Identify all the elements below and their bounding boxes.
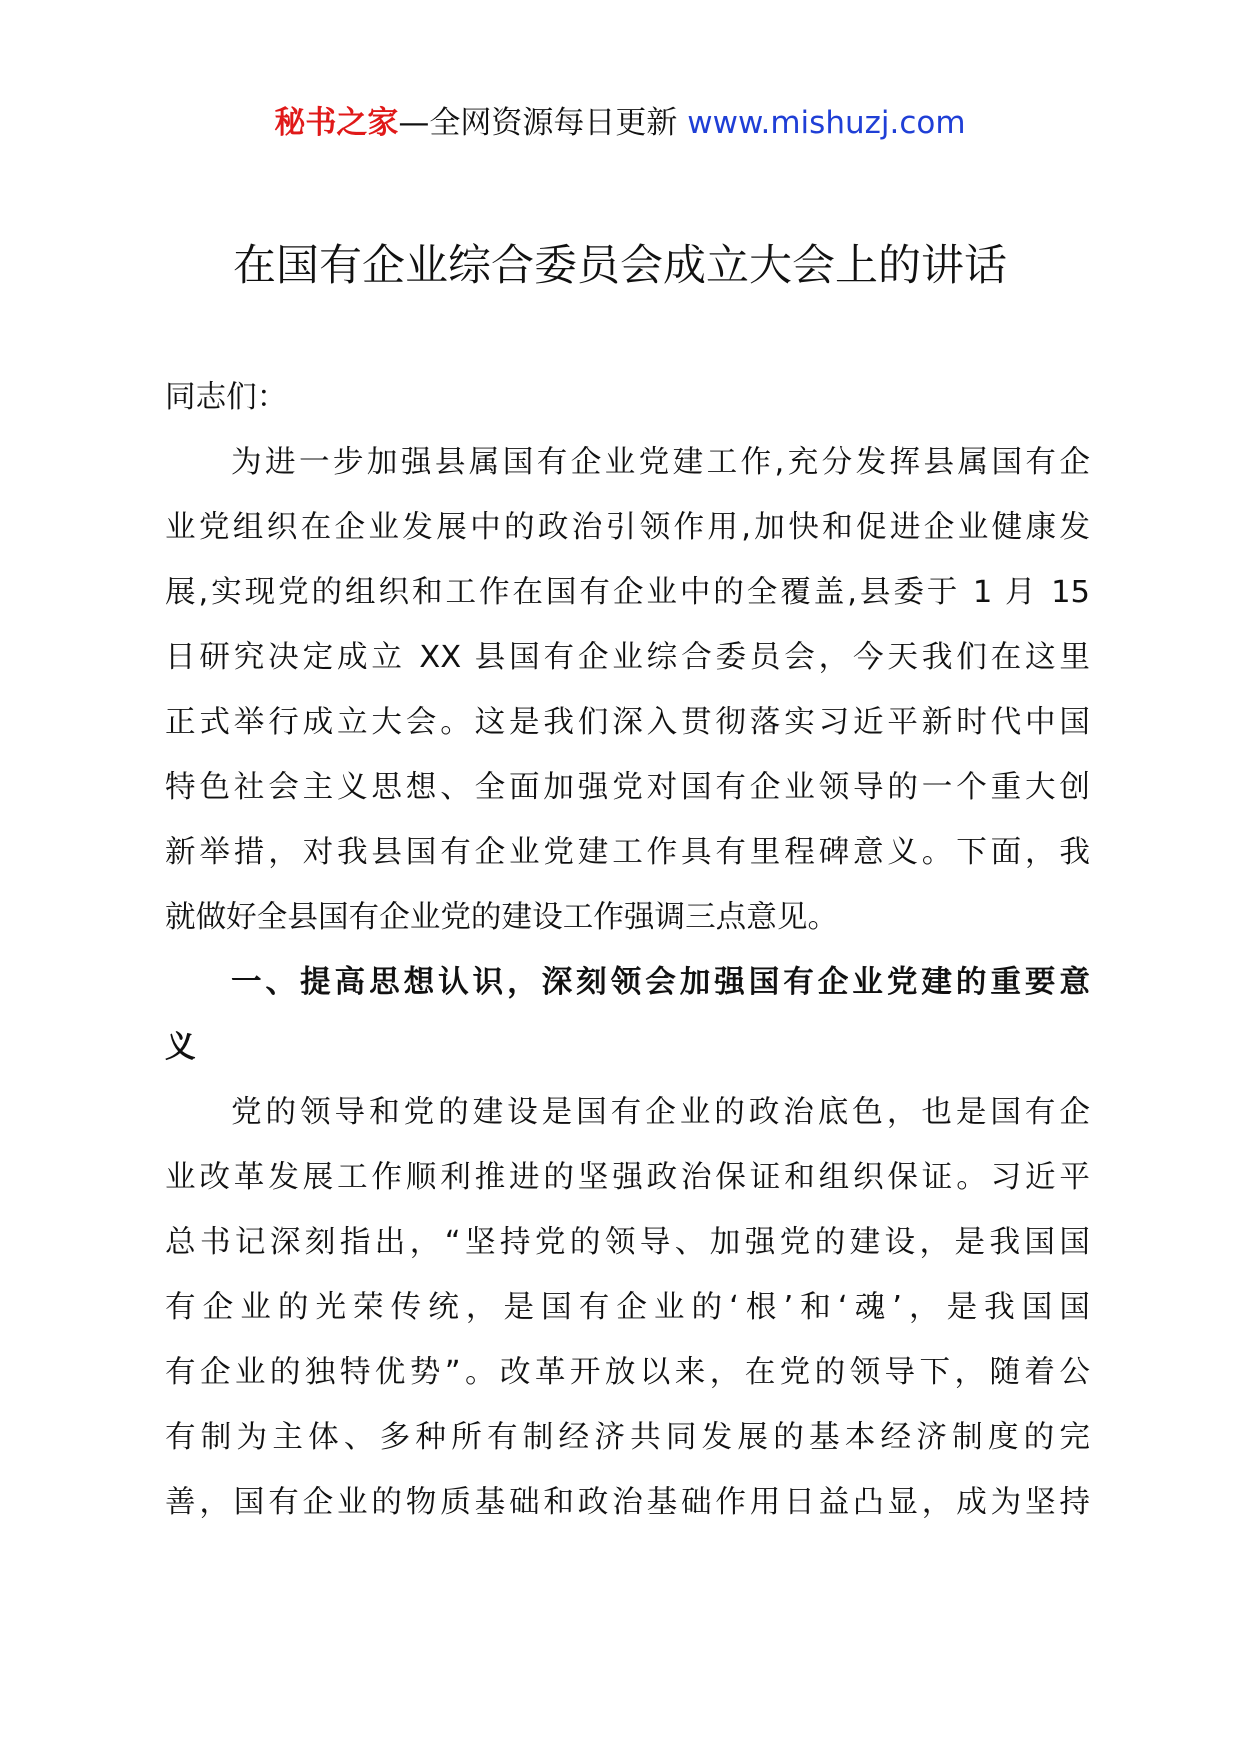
paragraph-line: 业改革发展工作顺利推进的坚强政治保证和组织保证。习近平 [165, 1160, 1090, 1195]
paragraph-line: 就做好全县国有企业党的建设工作强调三点意见。 [165, 900, 839, 935]
paragraph-line: 总书记深刻指出，“坚持党的领导、加强党的建设，是我国国 [165, 1225, 1090, 1260]
site-banner [0, 100, 1240, 146]
paragraph-line: 正式举行成立大会。这是我们深入贯彻落实习近平新时代中国 [165, 705, 1090, 740]
document-body [165, 365, 1090, 1535]
paragraph-lines [165, 430, 1090, 1535]
paragraph-line: 新举措，对我县国有企业党建工作具有里程碑意义。下面，我 [165, 835, 1090, 870]
banner-tagline: —全网资源每日更新 [398, 105, 678, 141]
brand-name: 秘书之家 [274, 105, 399, 141]
paragraph-line: 业党组织在企业发展中的政治引领作用,加快和促进企业健康发 [165, 510, 1090, 545]
paragraph-line: 为进一步加强县属国有企业党建工作,充分发挥县属国有企 [231, 445, 1090, 480]
site-url-link[interactable]: www.mishuzj.com [687, 105, 966, 141]
section-heading-line: 义 [165, 1030, 196, 1065]
document-title: 在国有企业综合委员会成立大会上的讲话 [233, 241, 1007, 291]
paragraph-line: 有企业的光荣传统，是国有企业的‘根’和‘魂’，是我国国 [165, 1290, 1090, 1325]
paragraph-line: 有制为主体、多种所有制经济共同发展的基本经济制度的完 [165, 1420, 1090, 1455]
section-heading-line: 一、提高思想认识，深刻领会加强国有企业党建的重要意 [231, 965, 1090, 1000]
paragraph-line: 党的领导和党的建设是国有企业的政治底色，也是国有企 [231, 1095, 1090, 1130]
paragraph-line: 特色社会主义思想、全面加强党对国有企业领导的一个重大创 [165, 770, 1090, 805]
paragraph-line: 善，国有企业的物质基础和政治基础作用日益凸显，成为坚持 [165, 1485, 1090, 1520]
paragraph-line: 有企业的独特优势”。改革开放以来，在党的领导下，随着公 [165, 1355, 1090, 1390]
paragraph-line: 展,实现党的组织和工作在国有企业中的全覆盖,县委于 1 月 15 [165, 575, 1090, 610]
salutation: 同志们： [165, 380, 288, 415]
paragraph-line: 日研究决定成立 XX 县国有企业综合委员会，今天我们在这里 [165, 640, 1090, 675]
